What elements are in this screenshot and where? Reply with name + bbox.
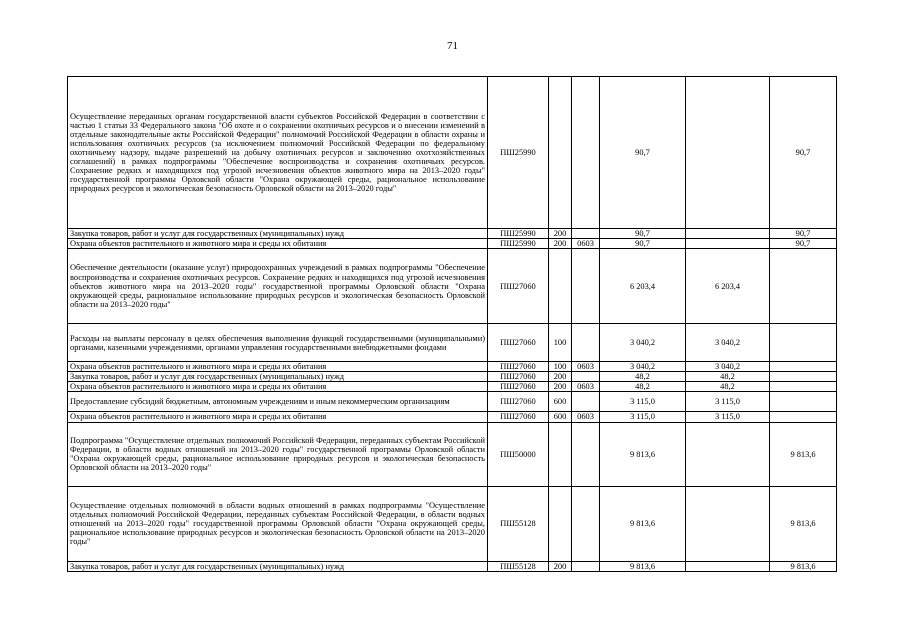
target-code: ПШ25990 bbox=[488, 229, 549, 239]
regional-amount bbox=[686, 422, 770, 486]
table-row bbox=[68, 249, 837, 324]
target-code: ПШ25990 bbox=[488, 77, 549, 229]
expense-type bbox=[549, 422, 572, 486]
target-code: ПШ27060 bbox=[488, 392, 549, 412]
table-row bbox=[68, 392, 837, 412]
expense-type bbox=[549, 77, 572, 229]
total-amount: 3 115,0 bbox=[600, 412, 686, 422]
target-code: ПШ27060 bbox=[488, 412, 549, 422]
federal-amount: 90,7 bbox=[770, 239, 837, 249]
target-code: ПШ25990 bbox=[488, 239, 549, 249]
row-description: Охрана объектов растительного и животного мира и среды их обитания bbox=[68, 362, 488, 372]
expense-type: 600 bbox=[549, 392, 572, 412]
federal-amount bbox=[770, 382, 837, 392]
expense-type bbox=[549, 486, 572, 561]
total-amount: 3 040,2 bbox=[600, 362, 686, 372]
section-code bbox=[572, 372, 600, 382]
expense-type: 200 bbox=[549, 561, 572, 571]
section-code bbox=[572, 249, 600, 324]
row-description: Охрана объектов растительного и животного мира и среды их обитания bbox=[68, 239, 488, 249]
row-description: Закупка товаров, работ и услуг для государственных (муниципальных) нужд bbox=[68, 229, 488, 239]
regional-amount: 48,2 bbox=[686, 372, 770, 382]
regional-amount: 6 203,4 bbox=[686, 249, 770, 324]
target-code: ПШ27060 bbox=[488, 249, 549, 324]
expense-type bbox=[549, 249, 572, 324]
section-code: 0603 bbox=[572, 382, 600, 392]
federal-amount bbox=[770, 362, 837, 372]
federal-amount: 9 813,6 bbox=[770, 486, 837, 561]
row-description: Предоставление субсидий бюджетным, автономным учреждениям и иным некоммерческим организациям bbox=[68, 392, 488, 412]
federal-amount: 90,7 bbox=[770, 229, 837, 239]
total-amount: 90,7 bbox=[600, 229, 686, 239]
section-code: 0603 bbox=[572, 412, 600, 422]
total-amount: 90,7 bbox=[600, 239, 686, 249]
regional-amount: 3 040,2 bbox=[686, 324, 770, 362]
regional-amount bbox=[686, 486, 770, 561]
row-description: Обеспечение деятельности (оказание услуг) природоохранных учреждений в рамках подпрограммы "Обеспечение воспроизводства и сохранения охотничьих ресурсов. Сохранение редких и находящихся под угрозой исчезновения объектов животного мира на 2013–2020 годы" государственной программы Орловской области "Охрана окружающей среды, рациональное использование природных ресурсов и экологическая безопасность Орловской области на 2013–2020 годы" bbox=[68, 249, 488, 324]
target-code: ПШ27060 bbox=[488, 324, 549, 362]
section-code bbox=[572, 392, 600, 412]
row-description: Осуществление переданных органам государственной власти субъектов Российской Федерации в соответствии с частью 1 статьи 33 Федерального закона "Об охоте и о сохранении охотничьих ресурсов и о внесении изменений в отдельные законодательные акты Российской Федерации" полномочий Российской Федерации в области охраны и использования охотничьих ресурсов (за исключением полномочий Российской Федерации по федеральному охотничьему надзору, выдаче разрешений на добычу охотничьих ресурсов и заключению охотхозяйственных соглашений) в рамках подпрограммы "Обеспечение воспроизводства и сохранения охотничьих ресурсов. Сохранение редких и находящихся под угрозой исчезновения объектов животного мира на 2013–2020 годы" государственной программы Орловской области "Охрана окружающей среды, рациональное использование природных ресурсов и экологическая безопасность Орловской области на 2013–2020 годы" bbox=[68, 77, 488, 229]
regional-amount bbox=[686, 229, 770, 239]
total-amount: 9 813,6 bbox=[600, 486, 686, 561]
table-row bbox=[68, 77, 837, 229]
regional-amount bbox=[686, 239, 770, 249]
target-code: ПШ50000 bbox=[488, 422, 549, 486]
target-code: ПШ27060 bbox=[488, 372, 549, 382]
expense-type: 200 bbox=[549, 239, 572, 249]
total-amount: 9 813,6 bbox=[600, 561, 686, 571]
section-code bbox=[572, 422, 600, 486]
budget-table bbox=[67, 76, 837, 572]
table-row bbox=[68, 422, 837, 486]
table-row bbox=[68, 239, 837, 249]
target-code: ПШ55128 bbox=[488, 561, 549, 571]
expense-type: 200 bbox=[549, 229, 572, 239]
total-amount: 3 115,0 bbox=[600, 392, 686, 412]
section-code: 0603 bbox=[572, 239, 600, 249]
regional-amount bbox=[686, 77, 770, 229]
regional-amount: 3 040,2 bbox=[686, 362, 770, 372]
federal-amount bbox=[770, 392, 837, 412]
table-row bbox=[68, 229, 837, 239]
federal-amount bbox=[770, 412, 837, 422]
total-amount: 6 203,4 bbox=[600, 249, 686, 324]
row-description: Подпрограмма "Осуществление отдельных полномочий Российской Федерации, переданных субъектам Российской Федерации, в области водных отношений на 2013–2020 годы" государственной программы Орловской области "Охрана окружающей среды, рациональное использование природных ресурсов и экологическая безопасность Орловской области на 2013–2020 годы" bbox=[68, 422, 488, 486]
federal-amount bbox=[770, 324, 837, 362]
expense-type: 100 bbox=[549, 324, 572, 362]
row-description: Расходы на выплаты персоналу в целях обеспечения выполнения функций государственными (муниципальными) органами, казенными учреждениями, органами управления государственными внебюджетными фондами bbox=[68, 324, 488, 362]
regional-amount: 3 115,0 bbox=[686, 392, 770, 412]
table-row bbox=[68, 362, 837, 372]
table-row bbox=[68, 372, 837, 382]
expense-type: 100 bbox=[549, 362, 572, 372]
table-row bbox=[68, 382, 837, 392]
target-code: ПШ27060 bbox=[488, 362, 549, 372]
expense-type: 200 bbox=[549, 372, 572, 382]
section-code bbox=[572, 77, 600, 229]
table-row bbox=[68, 486, 837, 561]
section-code bbox=[572, 561, 600, 571]
target-code: ПШ55128 bbox=[488, 486, 549, 561]
row-description: Охрана объектов растительного и животного мира и среды их обитания bbox=[68, 412, 488, 422]
federal-amount: 90,7 bbox=[770, 77, 837, 229]
federal-amount bbox=[770, 372, 837, 382]
section-code bbox=[572, 486, 600, 561]
table-row bbox=[68, 324, 837, 362]
federal-amount: 9 813,6 bbox=[770, 422, 837, 486]
total-amount: 9 813,6 bbox=[600, 422, 686, 486]
row-description: Осуществление отдельных полномочий в области водных отношений в рамках подпрограммы "Осуществление отдельных полномочий Российской Федерации, переданных субъектам Российской Федерации, в области водных отношений на 2013–2020 годы" государственной программы Орловской области "Охрана окружающей среды, рациональное использование природных ресурсов и экологическая безопасность Орловской области на 2013–2020 годы" bbox=[68, 486, 488, 561]
total-amount: 90,7 bbox=[600, 77, 686, 229]
total-amount: 48,2 bbox=[600, 372, 686, 382]
section-code: 0603 bbox=[572, 362, 600, 372]
expense-type: 600 bbox=[549, 412, 572, 422]
row-description: Закупка товаров, работ и услуг для государственных (муниципальных) нужд bbox=[68, 561, 488, 571]
total-amount: 3 040,2 bbox=[600, 324, 686, 362]
page-number: 71 bbox=[447, 40, 458, 52]
expense-type: 200 bbox=[549, 382, 572, 392]
row-description: Закупка товаров, работ и услуг для государственных (муниципальных) нужд bbox=[68, 372, 488, 382]
section-code bbox=[572, 324, 600, 362]
total-amount: 48,2 bbox=[600, 382, 686, 392]
federal-amount: 9 813,6 bbox=[770, 561, 837, 571]
table-row bbox=[68, 412, 837, 422]
federal-amount bbox=[770, 249, 837, 324]
regional-amount: 48,2 bbox=[686, 382, 770, 392]
row-description: Охрана объектов растительного и животного мира и среды их обитания bbox=[68, 382, 488, 392]
target-code: ПШ27060 bbox=[488, 382, 549, 392]
regional-amount: 3 115,0 bbox=[686, 412, 770, 422]
section-code bbox=[572, 229, 600, 239]
regional-amount bbox=[686, 561, 770, 571]
table-row bbox=[68, 561, 837, 571]
